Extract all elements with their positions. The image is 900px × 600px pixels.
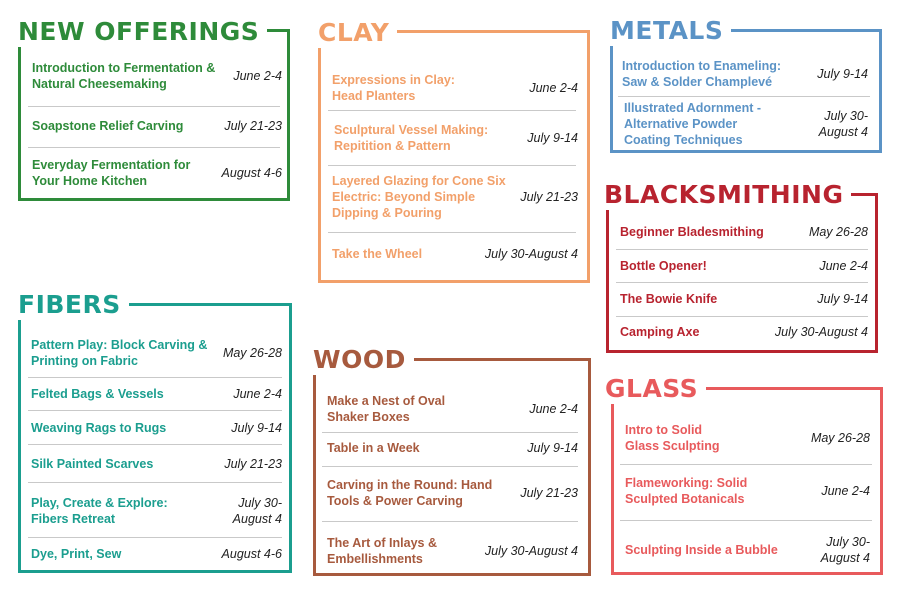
section-title: METALS xyxy=(610,16,731,46)
course-date: July 21-23 xyxy=(520,486,578,500)
section-title: WOOD xyxy=(313,345,414,375)
course-date: May 26-28 xyxy=(808,225,868,239)
course-date: June 2-4 xyxy=(233,387,282,401)
course-name: Expressions in Clay: Head Planters xyxy=(332,73,455,103)
divider xyxy=(620,464,872,465)
course-name: Flameworking: Solid Sculpted Botanicals xyxy=(625,476,748,506)
course-date: August 4-6 xyxy=(221,166,282,180)
course-date: August 4-6 xyxy=(221,547,282,561)
course-date: May 26-28 xyxy=(810,431,870,445)
section-title: GLASS xyxy=(605,374,706,404)
course-name: The Bowie Knife xyxy=(620,292,718,306)
list-item xyxy=(625,530,870,570)
section-title: NEW OFFERINGS xyxy=(18,17,267,47)
course-date: July 30- August 4 xyxy=(818,109,868,139)
course-name: Make a Nest of Oval Shaker Boxes xyxy=(327,394,446,424)
course-date: July 9-14 xyxy=(527,131,578,145)
course-date: June 2-4 xyxy=(529,81,578,95)
section-title: BLACKSMITHING xyxy=(604,180,851,210)
course-name: Table in a Week xyxy=(327,441,420,455)
divider xyxy=(620,520,872,521)
course-name: Pattern Play: Block Carving & Printing on Fabric xyxy=(31,338,208,368)
course-date: July 21-23 xyxy=(520,190,578,204)
course-date: July 30-August 4 xyxy=(774,325,868,339)
course-name: Beginner Bladesmithing xyxy=(620,225,764,239)
course-name: Bottle Opener! xyxy=(620,259,707,273)
course-date: July 9-14 xyxy=(817,292,868,306)
course-name: Silk Painted Scarves xyxy=(31,457,154,471)
course-date: June 2-4 xyxy=(819,259,868,273)
list-item xyxy=(625,418,870,458)
course-name: Felted Bags & Vessels xyxy=(31,387,164,401)
course-name: Camping Axe xyxy=(620,325,700,339)
course-name: Weaving Rags to Rugs xyxy=(31,421,167,435)
section-title: FIBERS xyxy=(18,290,129,320)
course-date: May 26-28 xyxy=(222,346,282,360)
course-date: June 2-4 xyxy=(233,69,282,83)
course-name: Sculpting Inside a Bubble xyxy=(625,543,778,557)
course-date: June 2-4 xyxy=(821,484,870,498)
course-name: Intro to Solid Glass Sculpting xyxy=(625,423,720,453)
course-date: July 21-23 xyxy=(224,119,282,133)
course-name: Introduction to Fermentation & Natural Cheesemaking xyxy=(32,61,216,91)
course-name: Carving in the Round: Hand Tools & Power Carving xyxy=(327,478,493,508)
section-title: CLAY xyxy=(318,18,397,48)
course-name: Illustrated Adornment - Alternative Powder Coating Techniques xyxy=(624,101,762,147)
course-name: Introduction to Enameling: Saw & Solder Champlevé xyxy=(622,59,782,89)
course-date: July 30-August 4 xyxy=(484,247,578,261)
course-name: Soapstone Relief Carving xyxy=(32,119,184,133)
course-date: July 9-14 xyxy=(527,441,578,455)
course-date: July 30-August 4 xyxy=(484,544,578,558)
course-date: July 21-23 xyxy=(224,457,282,471)
list-item xyxy=(625,472,870,510)
course-date: July 9-14 xyxy=(817,67,868,81)
course-name: Everyday Fermentation for Your Home Kitchen xyxy=(32,158,191,188)
course-name: Layered Glazing for Cone Six Electric: Beyond Simple Dipping & Pouring xyxy=(332,174,506,220)
course-date: July 30- August 4 xyxy=(820,535,870,565)
course-date: July 30- August 4 xyxy=(232,496,282,526)
course-name: Play, Create & Explore: Fibers Retreat xyxy=(31,496,168,526)
course-name: The Art of Inlays & Embellishments xyxy=(327,536,437,566)
course-name: Sculptural Vessel Making: Repitition & Pattern xyxy=(334,123,489,153)
course-date: July 9-14 xyxy=(231,421,282,435)
course-name: Dye, Print, Sew xyxy=(31,547,122,561)
course-name: Take the Wheel xyxy=(332,247,423,261)
course-date: June 2-4 xyxy=(529,402,578,416)
